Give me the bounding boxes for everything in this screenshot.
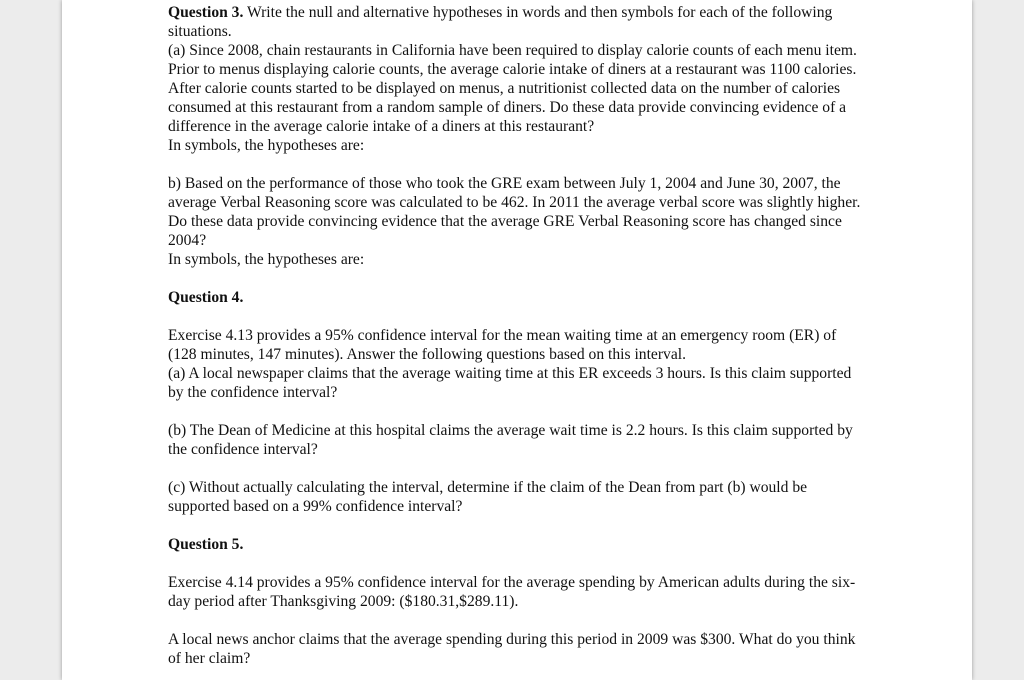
question-3-part-b-symbols: In symbols, the hypotheses are: <box>168 251 365 268</box>
question-4-heading: Question 4. <box>168 289 244 306</box>
question-4-part-b: (b) The Dean of Medicine at this hospital claims the average wait time is 2.2 hours. Is this claim supported by the confidence interval? <box>168 422 853 458</box>
question-3-intro: Question 3. Write the null and alternative hypotheses in words and then symbols for each of the following situations. <box>168 4 833 40</box>
question-5-intro: Exercise 4.14 provides a 95% confidence interval for the average spending by American adults during the six-day period after Thanksgiving 2009: ($180.31,$289.11). <box>168 574 856 610</box>
question-3-part-a-symbols: In symbols, the hypotheses are: <box>168 137 365 154</box>
question-5-heading: Question 5. <box>168 536 244 553</box>
question-3-part-a: (a) Since 2008, chain restaurants in California have been required to display calorie counts of each menu item. Prior to menus displaying calorie counts, the average calorie intake of diners at a restaurant was 1100 calories. After calorie counts started to be displayed on menus, a nutritionist collected data on the number of calories consumed at this restaurant from a random sample of diners. Do these data provide convincing evidence of a difference in the average calorie intake of a diners at this restaurant? <box>168 42 857 135</box>
question-3-part-b: b) Based on the performance of those who took the GRE exam between July 1, 2004 and June 30, 2007, the average Verbal Reasoning score was calculated to be 462. In 2011 the average verbal score was slightly higher. Do these data provide convincing evidence that the average GRE Verbal Reasoning score has changed since 2004? <box>168 175 861 249</box>
document-page <box>62 0 972 680</box>
question-4-intro: Exercise 4.13 provides a 95% confidence interval for the mean waiting time at an emergency room (ER) of (128 minutes, 147 minutes). Answer the following questions based on this interval. <box>168 327 837 363</box>
question-4-part-c: (c) Without actually calculating the interval, determine if the claim of the Dean from part (b) would be supported based on a 99% confidence interval? <box>168 479 808 515</box>
question-3-heading: Question 3. <box>168 4 244 21</box>
document-content <box>168 3 868 668</box>
question-5-claim: A local news anchor claims that the average spending during this period in 2009 was $300. What do you think of her claim? <box>168 631 856 667</box>
question-4-part-a: (a) A local newspaper claims that the average waiting time at this ER exceeds 3 hours. Is this claim supported by the confidence interval? <box>168 365 852 401</box>
